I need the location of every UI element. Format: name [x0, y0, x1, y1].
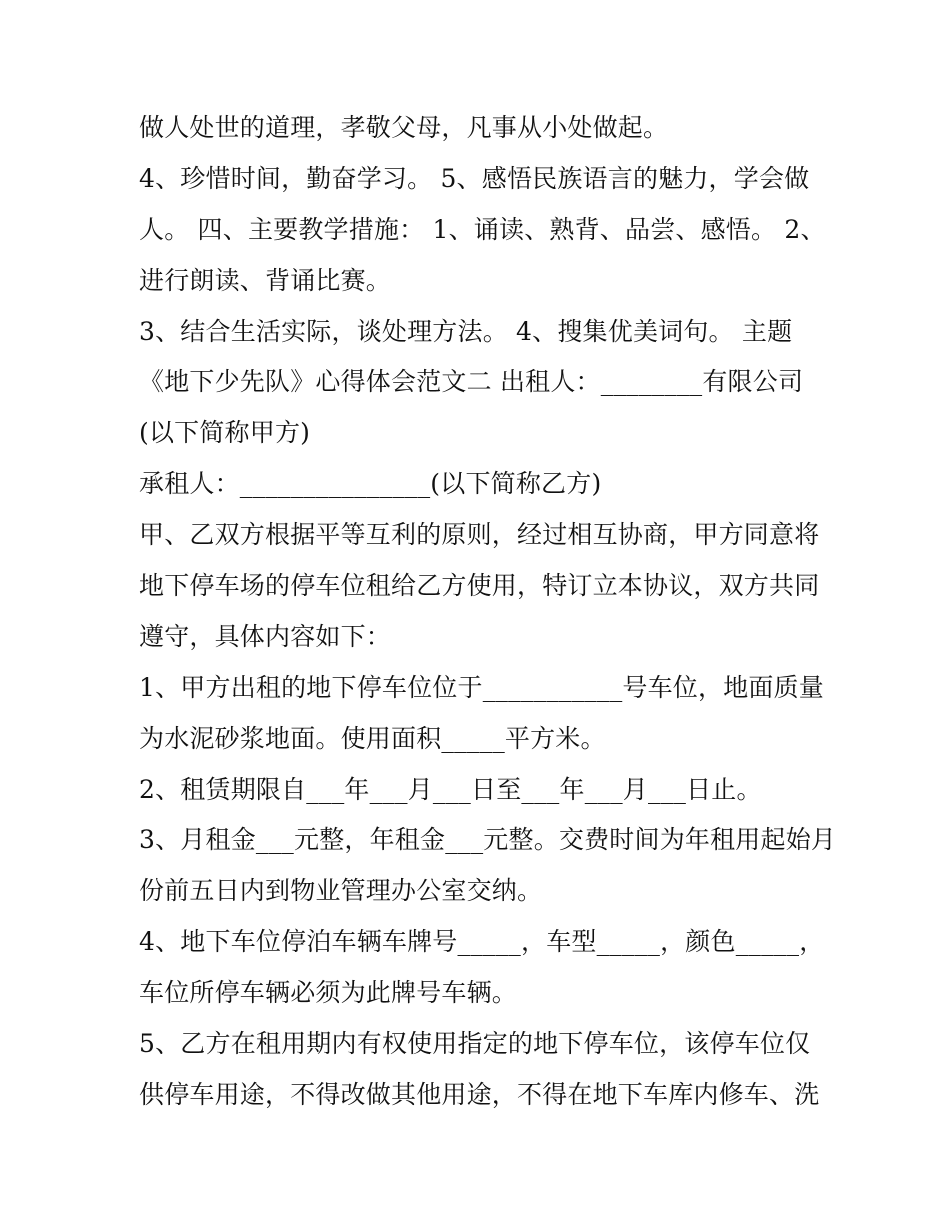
- text-line: 《地下少先队》心得体会范文二 出租人：________有限公司: [139, 367, 804, 397]
- text-line: 3、月租金___元整，年租金___元整。交费时间为年租用起始月: [139, 825, 837, 855]
- text-line: 做人处世的道理，孝敬父母，凡事从小处做起。: [139, 113, 669, 142]
- text-line: 为水泥砂浆地面。使用面积_____平方米。: [139, 723, 606, 753]
- text-line: 遵守，具体内容如下：: [139, 621, 392, 651]
- text-line: 4、珍惜时间，勤奋学习。 5、感悟民族语言的魅力，学会做: [139, 163, 810, 193]
- text-line: (以下简称甲方): [139, 418, 311, 448]
- text-line: 2、租赁期限自___年___月___日至___年___月___日止。: [139, 774, 762, 804]
- text-line: 供停车用途，不得改做其他用途，不得在地下车库内修车、洗: [139, 1079, 820, 1109]
- text-line: 3、结合生活实际，谈处理方法。 4、搜集优美词句。 主题: [139, 316, 793, 346]
- text-line: 人。 四、主要教学措施： 1、诵读、熟背、品尝、感悟。 2、: [139, 214, 826, 244]
- text-line: 进行朗读、背诵比赛。: [139, 265, 392, 295]
- text-line: 5、乙方在租用期内有权使用指定的地下停车位，该停车位仅: [139, 1029, 811, 1059]
- text-line: 车位所停车辆必须为此牌号车辆。: [139, 978, 518, 1008]
- document-body: [139, 103, 837, 1121]
- text-line: 甲、乙双方根据平等互利的原则，经过相互协商，甲方同意将: [139, 520, 820, 550]
- text-line: 份前五日内到物业管理办公室交纳。: [139, 876, 543, 906]
- text-line: 地下停车场的停车位租给乙方使用，特订立本协议，双方共同: [139, 571, 820, 601]
- text-line: 1、甲方出租的地下停车位位于___________号车位，地面质量: [139, 672, 825, 702]
- text-line: 4、地下车位停泊车辆车牌号_____，车型_____，颜色_____，: [139, 927, 825, 957]
- text-line: 承租人：_______________(以下简称乙方): [139, 469, 602, 499]
